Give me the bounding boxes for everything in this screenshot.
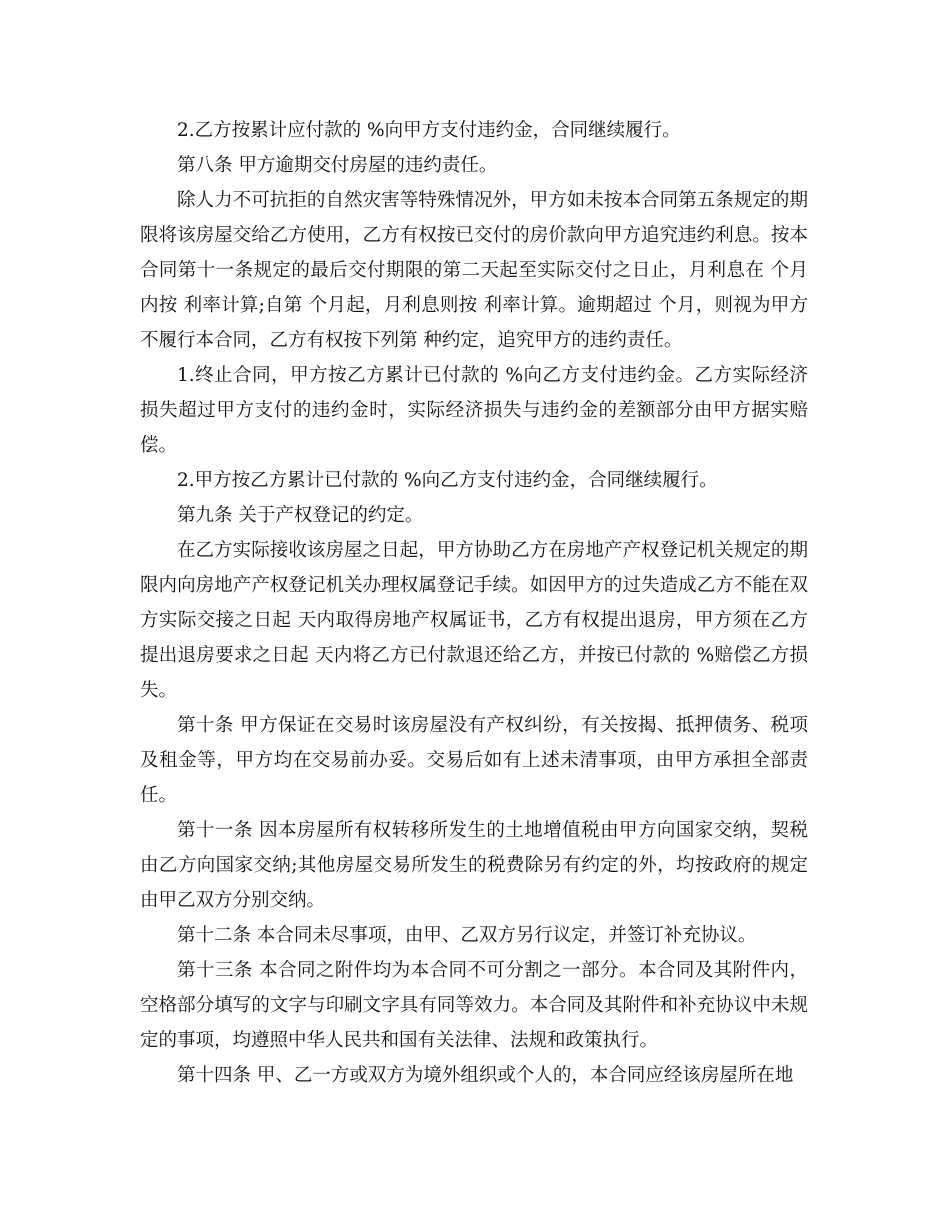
article-9-heading: 第九条 关于产权登记的约定。 — [177, 505, 424, 526]
article-8-heading: 第八条 甲方逾期交付房屋的违约责任。 — [177, 155, 498, 176]
article-12: 第十二条 本合同未尽事项，由甲、乙双方另行议定，并签订补充协议。 — [177, 925, 757, 946]
article-13: 第十三条 本合同之附件均为本合同不可分割之一部分。本合同及其附件内，空格部分填写的文字与印刷文字具有同等效力。本合同及其附件和补充协议中未规定的事项，均遵照中华人民共和国有关法律、法规和政策执行。 — [140, 960, 808, 1051]
article-9-body: 在乙方实际接收该房屋之日起，甲方协助乙方在房地产产权登记机关规定的期限内向房地产产权登记机关办理权属登记手续。如因甲方的过失造成乙方不能在双方实际交接之日起 天内取得房地产权属证书，乙方有权提出退房，甲方须在乙方提出退房要求之日起 天内将乙方已付款退还给乙方，并按已付款的 %赔偿乙方损失。 — [140, 540, 808, 701]
contract-body — [140, 113, 808, 1093]
article-8-option-1: 1.终止合同，甲方按乙方累计已付款的 %向乙方支付违约金。乙方实际经济损失超过甲方支付的违约金时，实际经济损失与违约金的差额部分由甲方据实赔偿。 — [140, 365, 808, 456]
article-10: 第十条 甲方保证在交易时该房屋没有产权纠纷，有关按揭、抵押债务、税项及租金等，甲方均在交易前办妥。交易后如有上述未清事项，由甲方承担全部责任。 — [140, 715, 808, 806]
article-8-body: 除人力不可抗拒的自然灾害等特殊情况外，甲方如未按本合同第五条规定的期限将该房屋交给乙方使用，乙方有权按已交付的房价款向甲方追究违约利息。按本合同第十一条规定的最后交付期限的第二天起至实际交付之日止，月利息在 个月内按 利率计算;自第 个月起，月利息则按 利率计算。逾期超过 个月，则视为甲方不履行本合同，乙方有权按下列第 种约定，追究甲方的违约责任。 — [140, 190, 808, 351]
article-11: 第十一条 因本房屋所有权转移所发生的土地增值税由甲方向国家交纳，契税由乙方向国家交纳;其他房屋交易所发生的税费除另有约定的外，均按政府的规定由甲乙双方分别交纳。 — [140, 820, 808, 911]
article-14: 第十四条 甲、乙一方或双方为境外组织或个人的，本合同应经该房屋所在地 — [177, 1065, 794, 1086]
paragraph-penalty-clause-2: 2.乙方按累计应付款的 %向甲方支付违约金，合同继续履行。 — [177, 120, 681, 141]
article-8-option-2: 2.甲方按乙方累计已付款的 %向乙方支付违约金，合同继续履行。 — [177, 470, 718, 491]
